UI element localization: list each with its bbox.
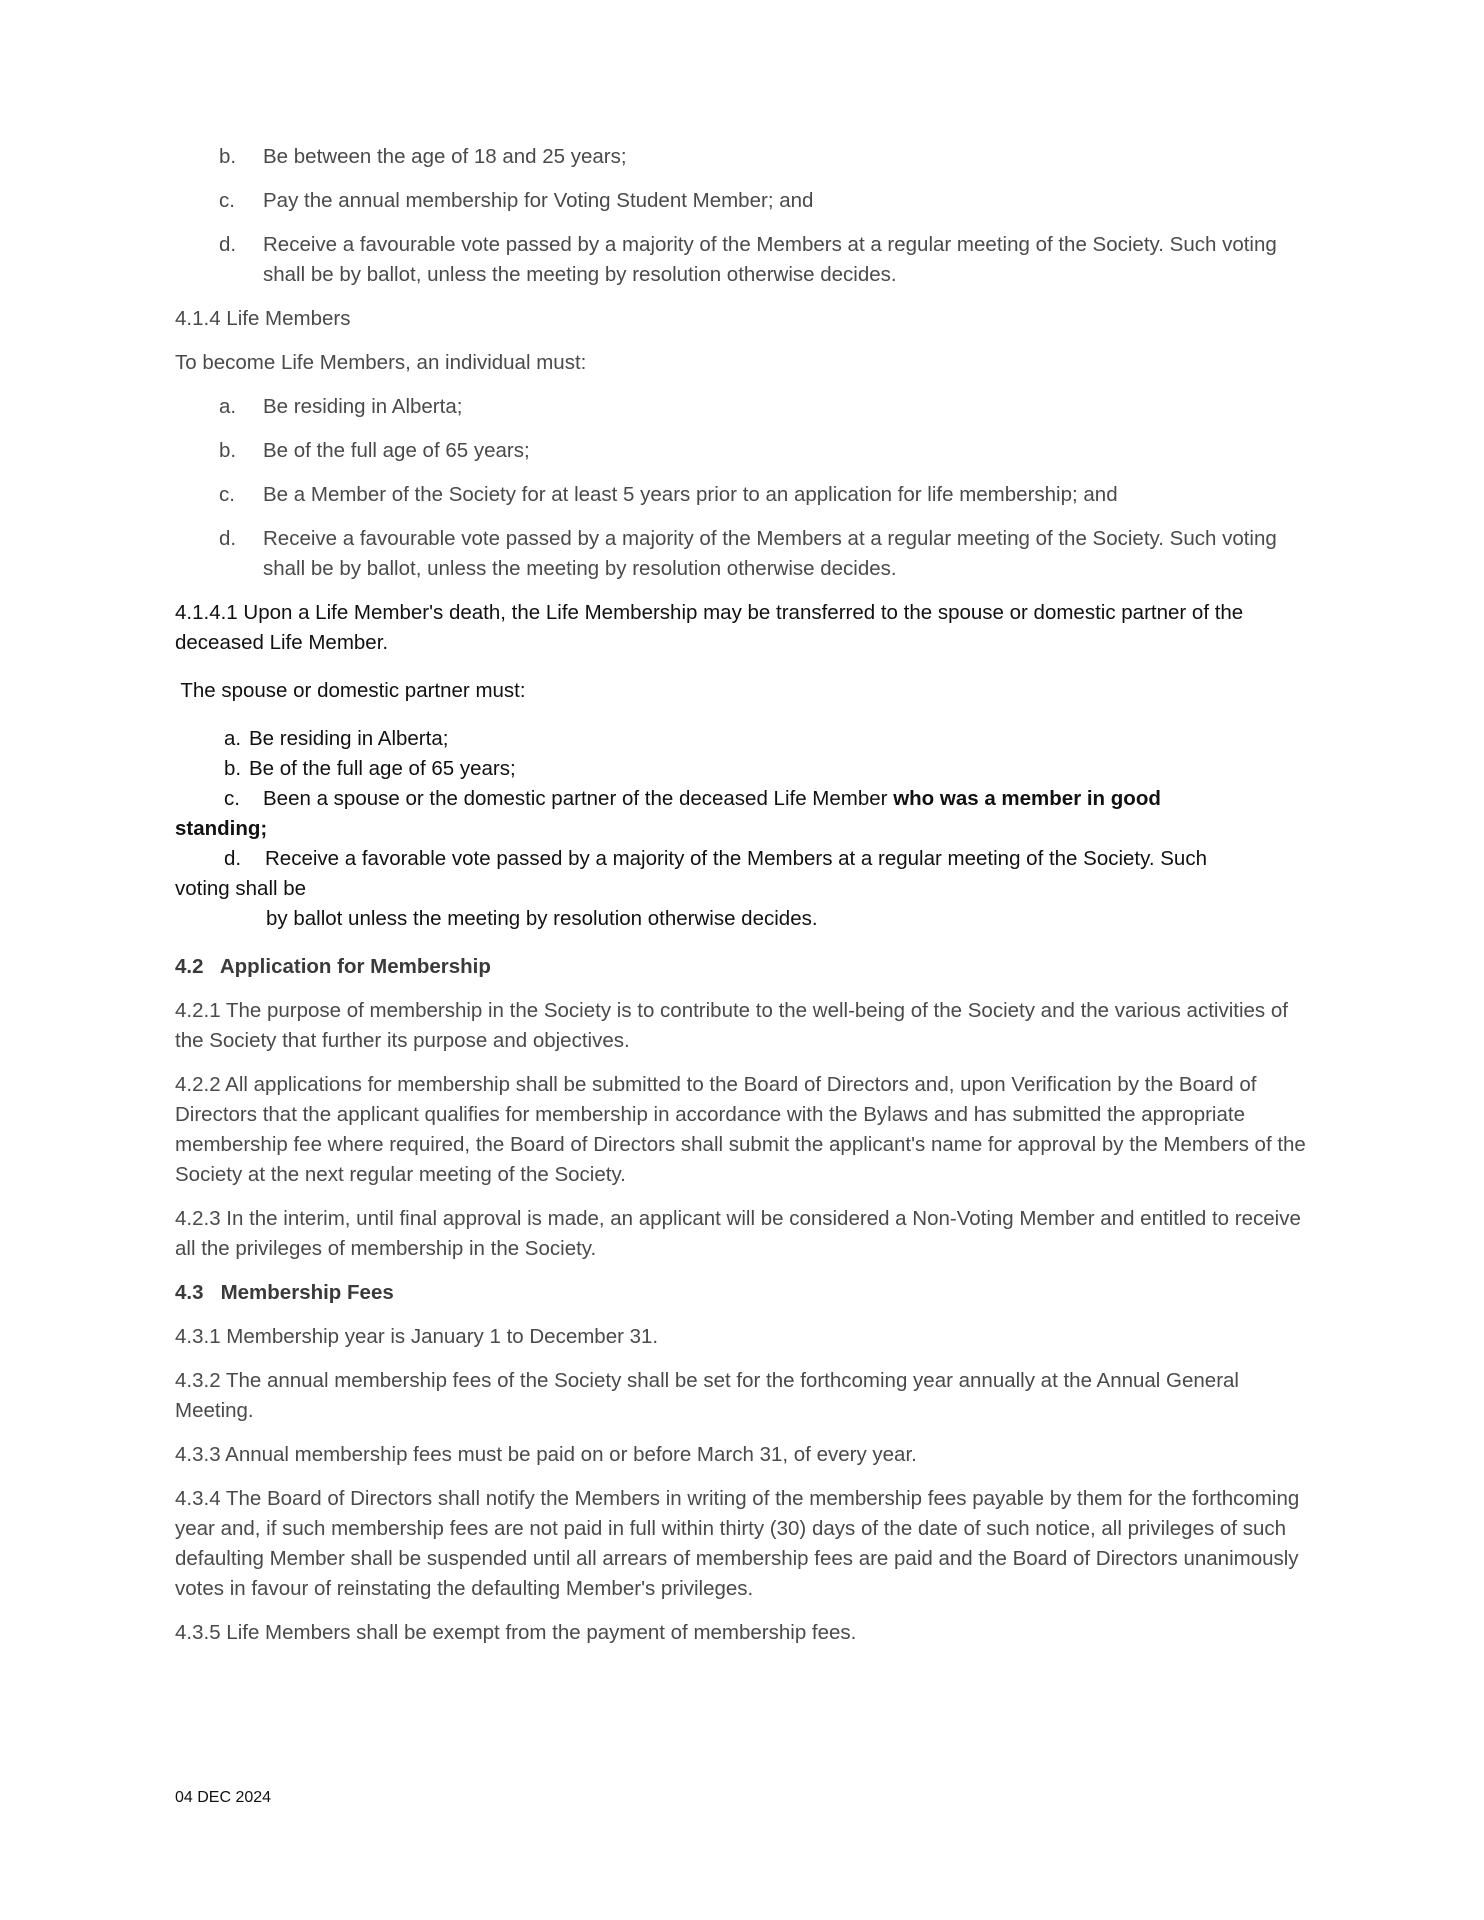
list-item (175, 230, 1320, 290)
list-item (175, 142, 1320, 172)
list-marker: c. (219, 189, 235, 212)
list-text: Be of the full age of 65 years; (263, 439, 530, 462)
section-heading-membership-fees: 4.3 Membership Fees (175, 1281, 394, 1304)
list-marker: c. (219, 483, 235, 506)
list-item (175, 724, 1320, 754)
list-marker: a. (224, 727, 242, 750)
list-marker: b. (219, 439, 237, 462)
list-marker: d. (219, 527, 237, 550)
list-marker: c. (224, 787, 240, 810)
life-membership-transfer-section (175, 598, 1320, 934)
life-members-intro: To become Life Members, an individual must: (175, 351, 587, 374)
list-text: Receive a favorable vote passed by a majority of the Members at a regular meeting of the Society. Such (265, 847, 1207, 870)
list-text: Be between the age of 18 and 25 years; (263, 145, 627, 168)
list-item (175, 754, 1320, 784)
list-text: Receive a favourable vote passed by a majority of the Members at a regular meeting of the Society. Such voting shall be by ballot, unless the meeting by resolution otherwise decides. (263, 527, 1277, 580)
transfer-paragraph: 4.1.4.1 Upon a Life Member's death, the Life Membership may be transferred to the spouse or domestic partner of the deceased Life Member. (175, 601, 1244, 654)
bold-text: who was a member in good (893, 787, 1161, 810)
section-heading-life-members: 4.1.4 Life Members (175, 307, 351, 330)
bold-text: standing; (175, 817, 268, 840)
list-text: Been a spouse or the domestic partner of the deceased Life Member (263, 787, 894, 810)
list-text-continuation: voting shall be (175, 877, 307, 900)
paragraph: 4.2.1 The purpose of membership in the Society is to contribute to the well-being of the Society and the various activities of the Society that further its purpose and objectives. (175, 999, 1288, 1052)
list-item (175, 524, 1320, 584)
list-text: Pay the annual membership for Voting Student Member; and (263, 189, 814, 212)
paragraph: 4.3.4 The Board of Directors shall notify the Members in writing of the membership fees payable by them for the forthcoming year and, if such membership fees are not paid in full within thirty (30) days of the date of such notice, all privileges of such defaulting Member shall be suspended until all arrears of membership fees are paid and the Board of Directors unanimously votes in favour of reinstating the defaulting Member's privileges. (175, 1487, 1300, 1600)
paragraph: 4.3.2 The annual membership fees of the Society shall be set for the forthcoming year annually at the Annual General Meeting. (175, 1369, 1239, 1422)
list-text: Be residing in Alberta; (263, 395, 463, 418)
list-item (175, 784, 1320, 814)
section-heading-application: 4.2 Application for Membership (175, 955, 491, 978)
list-text-continuation: by ballot unless the meeting by resolution otherwise decides. (266, 907, 818, 930)
list-text: Receive a favourable vote passed by a majority of the Members at a regular meeting of the Society. Such voting shall be by ballot, unless the meeting by resolution otherwise decides. (263, 233, 1277, 286)
list-text: Be residing in Alberta; (249, 727, 449, 750)
paragraph: 4.3.3 Annual membership fees must be paid on or before March 31, of every year. (175, 1443, 917, 1466)
list-item (175, 392, 1320, 422)
list-text: Be a Member of the Society for at least 5 years prior to an application for life membership; and (263, 483, 1118, 506)
list-item (175, 436, 1320, 466)
list-item (175, 186, 1320, 216)
page-content (175, 142, 1320, 1662)
paragraph: 4.3.1 Membership year is January 1 to December 31. (175, 1325, 659, 1348)
list-marker: d. (224, 847, 242, 870)
list-marker: b. (219, 145, 237, 168)
paragraph: 4.2.3 In the interim, until final approval is made, an applicant will be considered a Non-Voting Member and entitled to receive all the privileges of membership in the Society. (175, 1207, 1301, 1260)
paragraph: 4.2.2 All applications for membership shall be submitted to the Board of Directors and, upon Verification by the Board of Directors that the applicant qualifies for membership in accordance with the Bylaws and has submitted the appropriate membership fee where required, the Board of Directors shall submit the applicant's name for approval by the Members of the Society at the next regular meeting of the Society. (175, 1073, 1306, 1186)
list-item (175, 480, 1320, 510)
list-marker: d. (219, 233, 237, 256)
list-marker: a. (219, 395, 237, 418)
spouse-requirements-list (175, 724, 1320, 934)
spouse-intro: The spouse or domestic partner must: (175, 679, 526, 702)
footer-date: 04 DEC 2024 (175, 1789, 272, 1806)
list-text: Be of the full age of 65 years; (249, 757, 516, 780)
list-marker: b. (224, 757, 242, 780)
list-item (175, 844, 1320, 874)
paragraph: 4.3.5 Life Members shall be exempt from the payment of membership fees. (175, 1621, 857, 1644)
